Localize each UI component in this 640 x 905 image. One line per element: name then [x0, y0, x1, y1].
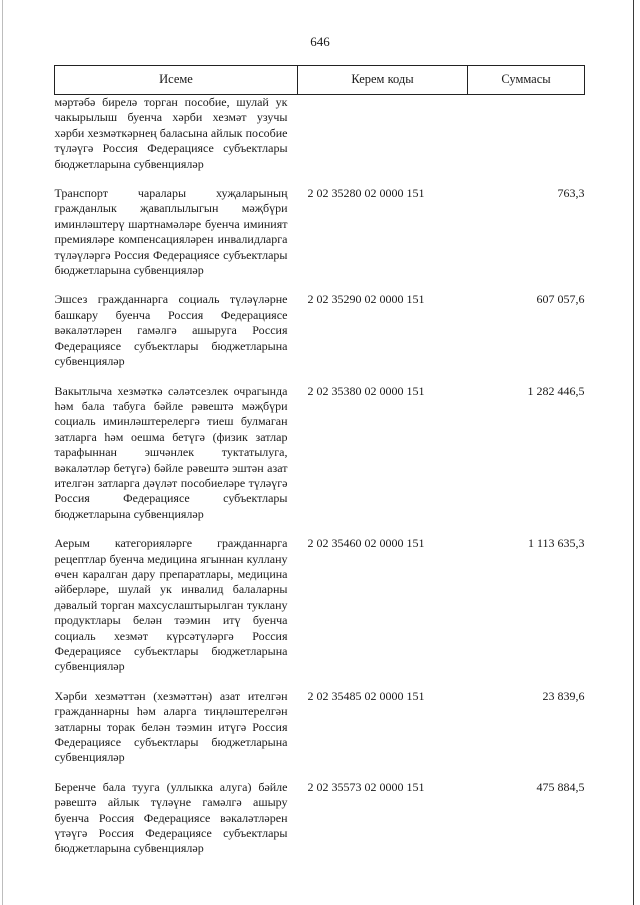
table-row: [55, 384, 585, 537]
row-sum: 1 113 635,3: [527, 536, 585, 551]
row-code: 2 02 35380 02 0000 151: [307, 383, 425, 398]
table-row: [55, 536, 585, 689]
row-code: [298, 95, 468, 187]
page-number: 646: [310, 34, 330, 49]
header-code: Керем коды: [298, 66, 468, 95]
row-sum: 763,3: [557, 186, 585, 201]
row-name: Эшсез гражданнарга социаль түләүләрне башкару буенча Россия Федерациясе вәкаләтләрен гамәлгә ашыруга Россия Федерациясе субъектлары бюджетларына субвенцияләр: [54, 292, 288, 369]
row-sum: 23 839,6: [542, 688, 585, 703]
table-row: [55, 780, 585, 871]
row-code: 2 02 35290 02 0000 151: [307, 292, 425, 307]
row-code: 2 02 35460 02 0000 151: [307, 536, 425, 551]
table-header-row: [55, 66, 585, 95]
table-row: [55, 292, 585, 383]
row-name: Аерым категорияләрге гражданнарга рецептлар буенча медицина ягыннан куллану өчен каралган дару препаратлары, медицина әйберләре, шулай ук инвалид балаларны дәвалый торган махсуслаштырылган туклану продуктлары белән тәэмин итү буенча социаль хезмәт күрсәтүләргә Россия Федерациясе субъектлары бюджетларына субвенцияләр: [54, 536, 288, 674]
row-name: Беренче бала туугa (уллыкка алуга) бәйле рәвештә айлык түләүне гамәлгә ашыру буенча Россия Федерациясе вәкаләтләрен үтәүгә Россия Федерациясе субъектлары бюджетларына субвенцияләр: [54, 779, 288, 856]
row-name: Хәрби хезмәттән (хезмәттән) азат ителгән гражданнарны һәм аларга тиңләштерелгән затларны торак белән тәэмин итүгә Россия Федерациясе субъектлары бюджетларына субвенцияләр: [54, 688, 288, 765]
row-code: 2 02 35280 02 0000 151: [307, 186, 425, 201]
scan-edge-left: [2, 0, 3, 905]
scan-edge-right: [633, 0, 634, 905]
row-sum: 475 884,5: [536, 779, 585, 794]
row-name: Транспорт чаралары хуҗаларының гражданлык җаваплылыгын мәҗбүри иминләштерү шартнамәләре буенча иминият премияләре компенсацияләрен инвалидларга түләүләргә Россия Федерациясе субъектлары бюджетларына субвенцияләр: [54, 186, 288, 278]
row-sum: 607 057,6: [536, 292, 585, 307]
row-code: 2 02 35485 02 0000 151: [307, 688, 425, 703]
header-sum: Суммасы: [468, 66, 585, 95]
header-name: Исеме: [55, 66, 298, 95]
table-row: [55, 689, 585, 780]
row-name: Вакытлыча хезмәткә сәләтсезлек очрагында һәм бала табуга бәйле рәвештә мәҗбүри социаль иминләштерелергә тиеш булмаган затларга һәм оешма бетүгә (физик затлар тарафыннан эшчәнлек туктатылуга, вәкаләтләр бетүгә) бәйле рәвештә эштән азат ителгән затларга дәүләт пособиеләре түләүгә Россия Федерациясе субъектлары бюджетларына субвенцияләр: [54, 383, 288, 521]
budget-table: [54, 65, 585, 871]
table-row: [55, 95, 585, 187]
table-row: [55, 186, 585, 292]
row-code: 2 02 35573 02 0000 151: [307, 779, 425, 794]
row-name: мәртәбә бирелә торган пособие, шулай ук чакырылыш буенча хәрби хезмәт узучы хәрби хезмәткәрнең баласына айлык пособие түләүгә Россия Федерациясе субъектлары бюджетларына субвенцияләр: [54, 95, 288, 171]
row-sum: 1 282 446,5: [527, 383, 585, 398]
row-sum: [468, 95, 585, 187]
